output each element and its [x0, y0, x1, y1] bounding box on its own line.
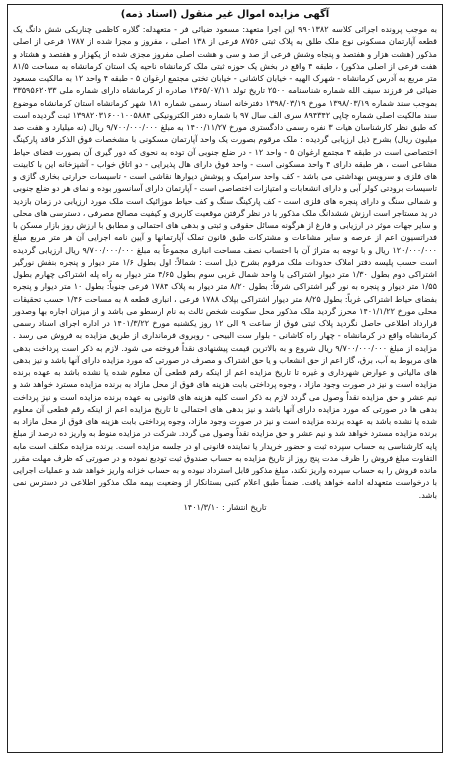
- notice-body: به موجب پرونده اجرائی کلاسه ۹۹۰۱۳۸۲ این اجرا متعهد: مسعود ضیائی فر - متعهدله: گلاره کاظمی چناربکی شش دانگ یک قطعه آپارتمان مسکونی نوع ملک طلق به پلاک ثبتی ۸۷۵۶ فرعی از ۱۳۸ اصلی ، مفروز و مجزا شده از ۱۷۸۷ فرعی از اصلی مذکور (هشت هزار و هفتصد و پنجاه وشش فرعی از صد و سی و هشت اصلی مفروز مجزی شده از یکهزار و هفتصد و هشتاد و هفت فرعی از اصلی مذکور) ، طبقه ۴ واقع در بخش یک حوزه ثبتی ملک کرمانشاه ناحیه یک استان کرمانشاه به مساحت ۸۱/۵ متر مربع به آدرس کرمانشاه - شهرک الهیه - خیابان کاشانی - خیابان تختی مجتمع ارغوان ۵ - طبقه ۴ واحد ۱۲ به مالکیت مسعود ضیائی فر فرزند سیف الله شماره شناسنامه ۲۵۰۰ تاریخ تولد ۱۳۶۵/۰۷/۱۱ صادره از کرمانشاه دارای شماره ملی ۳۳۵۹۵۶۲۰۳۳ بموجب سند شماره ۱۳۹۸/۰۳/۱۹ مورخ ۱۳۹۸/۰۳/۱۹ دفترخانه اسناد رسمی شماره ۱۸۱ شهر کرمانشاه استان کرمانشاه موضوع سند مالکیت اصلی شماره چاپی ۸۹۴۳۴۲ سری الف سال ۹۷ با شماره دفتر الکترونیکی ۱۳۹۸۲۰۳۱۶۰۰۱۰۰۵۸۸۴ ثبت گردیده است که طبق نظر کارشناسان هیات ۳ نفره رسمی دادگستری مورخ ۱۴۰۰/۱۱/۲۷ به مبلغ ۹/۷۰۰/۰۰۰/۰۰۰ ریال (نه میلیارد و هفت صد میلیون ریال) بشرح ذیل ارزیابی گردیده : ملک مرقوم بصورت یک واحد آپارتمان مسکونی با مشخصات فوق الذکر فاقد پارکینگ اختصاصی است در طبقه ۴ مجتمع ارغوان ۵ - واحد ۱۲ - در ضلع جنوبی آن توده به نحوی که دور گیری آن بصورت فضای حیاط مشاعی است ، هر طبقه دارای ۴ واحد مسکونی است - واحد فوق دارای هال پذیرایی - دو اتاق خواب - آشپزخانه این با کابینت های فلزی و سرویس بهداشتی می باشد - کف واحد سرامیک و پوشش دیوارها نقاشی است - تاسیسات حرارتی بخاری گازی و تاسیسات برودتی کولر آبی و دارای انشعابات و امتیازات اختصاصی است - آپارتمان دارای آسانسور بوده و نمای هر دو ضلع جنوبی و شمالی سنگ و دارای پنجره های فلزی است - کف پارکینگ سنگ و کف حیاط موزائیک است ملک مورد ارزیابی در زمان بازدید در ید مستاجر است ارزش ششدانگ ملک مذکور با در نظر گرفتن موقعیت کاربری و کیفیت مصالح مصرفی ، دسترسی های محلی و سایر جهات موثر در ارزیابی و فارغ از هرگونه مسائل حقوقی و ثبتی و بدهی های احتمالی و مطابق با ارزش روز بازار مسکن با فدراتسیون اعم از عرصه و سایر مشاعات و مشترکات طبق قانون تملک آپارتمانها و آیین نامه اجرایی آن هر متر مربع مبلغ ۱۲۰/۰۰۰/۰۰۰ ریال و با توجه به متراژ آن با احتساب نصف مساحت انباری مجموعاً به مبلغ ۹/۷۰۰/۰۰۰/۰۰۰ ریال ارزیابی گردیده است حسب پلیسه دفتر املاک حدودات ملک مرقوم بشرح ذیل است : شمالاً: اول بطول ۱/۶ متر دیوار و پنجره بنفش نورگیر اشتراکی دوم بطول ۱/۳۰ متر دیوار اشتراکی با واحد شمال غربی سوم بطول ۴/۶۵ متر دیوار به راه پله اشتراکی چهارم بطول ۱/۵۵ متر دیوار و پنجره به نور گیر اشتراکی شرقاً: بطول ۸/۲۰ متر دیوار به پلاک ۱۷۸۴ فرعی جنوباً: بطول ۱۰ متر دیوار و پنجره بفضای حیاط اشتراکی غرباً: بطول ۸/۲۵ متر دیوار اشتراکی بپلاک ۱۷۸۸ فرعی ، انباری قطعه ۸ به مساحت ۱/۴۶ حسب تحقیقات محلی مورخ ۱۴۰۱/۱/۲۲ محرز گردید ملک مذکور محل سکونت شخص ثالث به نام ارسطو می باشد و از میزان اجاره بها وصدور قرارداد اطلاعی حاصل نگردید پلاک ثبتی فوق از ساعت ۹ الی ۱۲ روز یکشنبه مورخ ۱۴۰۱/۳/۲۲ در اداره اجرای اسناد رسمی کرمانشاه واقع در کرمانشاه - چهار راه کاشانی - بلوار ست البیحی - روبروی فرمانداری از طریق مزایده به فروش می رسد . مزایده از مبلغ ۹/۷۰۰/۰۰۰/۰۰۰ ریال شروع و به بالاترین قیمت پیشنهادی نقداً فروخته می شود. لازم به ذکر است پرداخت بدهی های مربوط به آب، برق، گاز اعم از حق انشعاب و یا حق اشتراک و مصرف در صورتی که مورد مزایده دارای آنها باشد و نیز بدهی های مالیاتی و عوارض شهرداری و غیره تا تاریخ مزایده اعم از اینکه رقم قطعی آن معلوم شده یا نشده باشد به عهده برنده مزایده است و نیز در صورت وجود مازاد ، وجوه پرداختی بابت هزینه های فوق از محل مازاد به برنده مزایده مسترد خواهد شد و نیم عشر و حق مزایده نقداً وصول می گردد لازم به ذکر است کلیه هزینه های قانونی به عهده برنده مزایده است و نیز پرداخت بدهی ها در صورتی که مورد مزایده دارای آنها باشد و نیز بدهی های احتمالی تا تاریخ مزایده اعم از اینکه رقم قطعی آن معلوم شده یا نشده باشد به عهده برنده مزایده است و نیز در صورت وجود مازاد، وجوه پرداختی بابت هزینه های فوق از محل مازاد به برنده مزایده مسترد خواهد شد و نیم عشر و حق مزایده نقداً وصول می گردد. شرکت در مزایده منوط به واریز ده درصد از مبلغ پایه کارشناسی به حساب سپرده ثبت و حضور خریدار یا نماینده قانونی او در جلسه مزایده است. برنده مزایده مکلف است مابه التفاوت مبلغ فروش را ظرف مدت پنج روز از تاریخ مزایده به حساب صندوق ثبت تودیع نموده و در صورتی که ظرف مهلت مقرر مانده فروش را به حساب سپرده واریز نکند، مبلغ مذکور قابل استرداد نبوده و به حساب خزانه واریز خواهد شد و عملیات اجرایی با درخواست متعهدله ادامه خواهد یافت. ضمناً طبق اعلام کتبی بستانکار از وضعیت بیمه ملک مذکور اطلاعی در دسترس نمی باشد.: [13, 24, 438, 500]
- auction-notice: [7, 4, 443, 753]
- publication-date: تاریخ انتشار : ۱۴۰۱/۳/۱۰: [183, 501, 267, 512]
- notice-title: آگهی مزایده اموال غیر منقول (اسناد ذمه): [120, 9, 330, 20]
